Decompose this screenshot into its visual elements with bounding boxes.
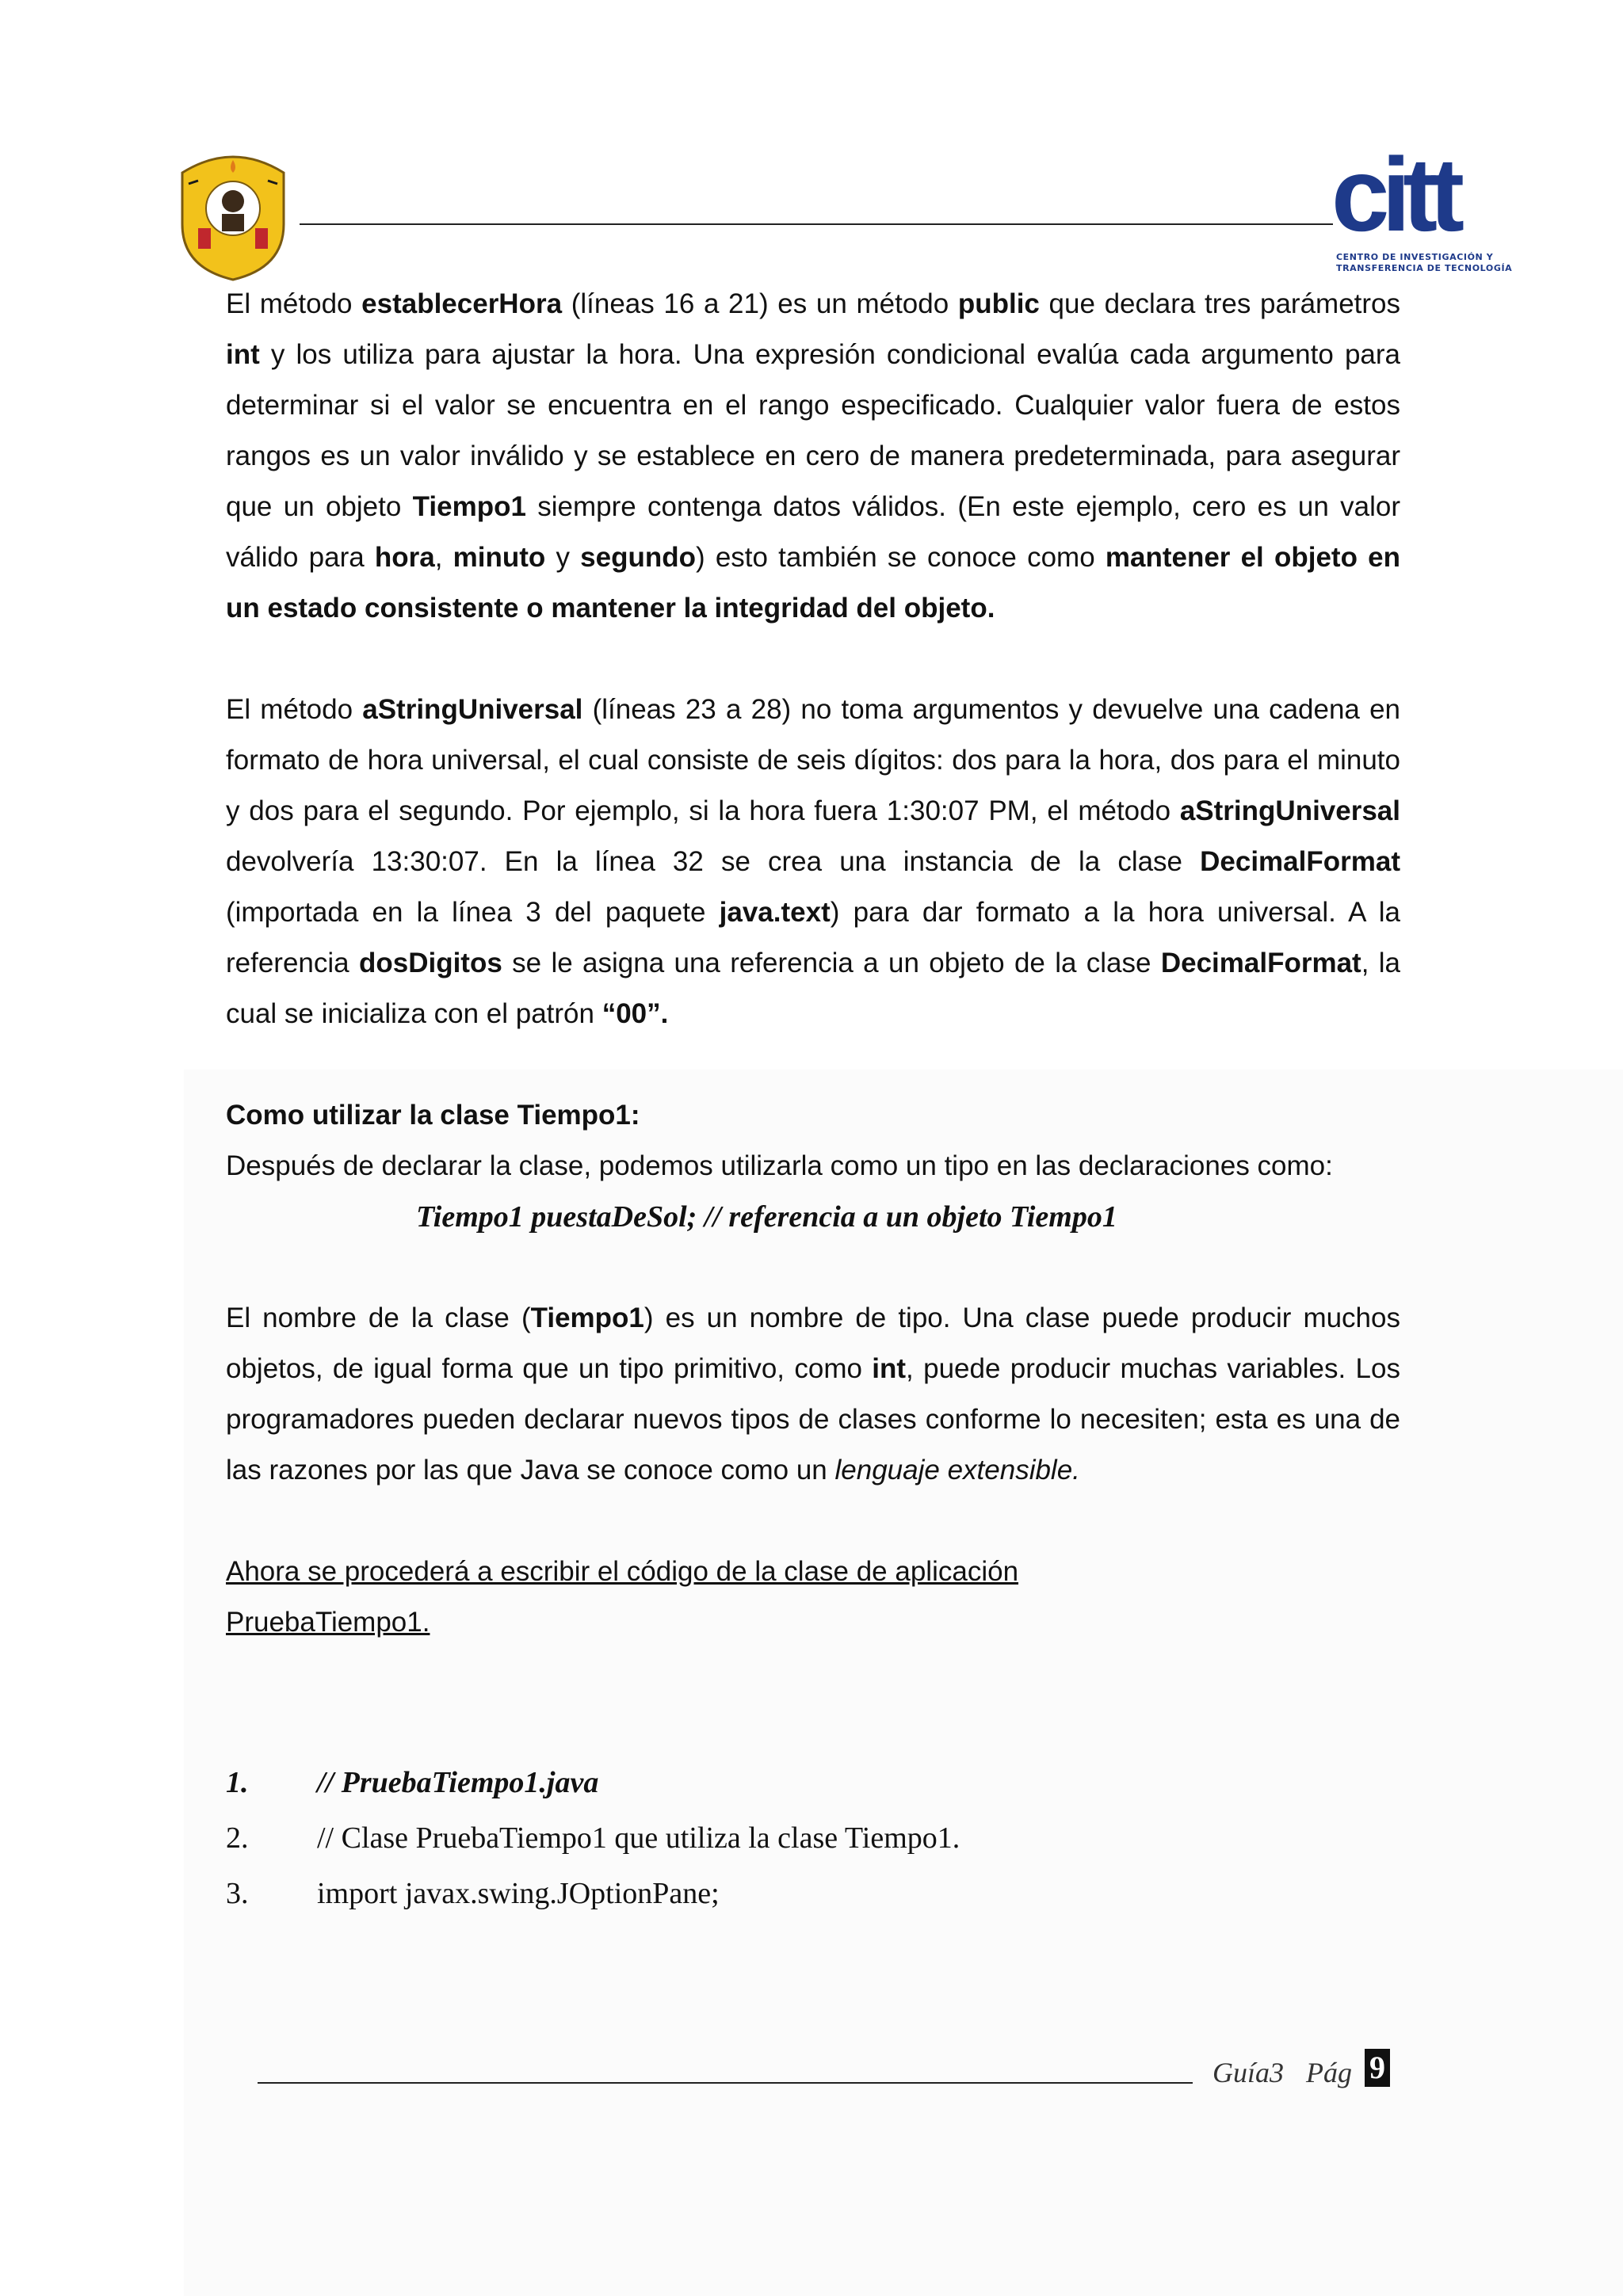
code-line-number: 3. (226, 1877, 249, 1910)
document-body (226, 279, 1400, 1648)
footer-page-number: 9 (1365, 2049, 1390, 2087)
footer-page-label: Pág (1306, 2057, 1352, 2088)
code-line-number: 2. (226, 1821, 249, 1855)
underlined-instruction-line1: Ahora se procederá a escribir el código de la clase de aplicación (226, 1556, 1019, 1587)
section-heading: Como utilizar la clase Tiempo1: (226, 1100, 640, 1131)
paragraph-establecer-hora: El método establecerHora (líneas 16 a 21) es un método public que declara tres parámetros int y los utiliza para ajustar la hora. Una expresión condicional evalúa cada argumento para determinar si el valor se encuentra en el rango especificado. Cualquier valor fuera de estos rangos es un valor inválido y se establece en cero de manera predeterminada, para asegurar que un objeto Tiempo1 siempre contenga datos válidos. (En este ejemplo, cero es un valor válido para hora, minuto y segundo) esto también se conoce como mantener el objeto en un estado consistente o mantener la integridad del objeto. (226, 288, 1401, 624)
footer-rule (258, 2082, 1193, 2084)
declaration-example: Tiempo1 puestaDeSol; // referencia a un objeto Tiempo1 (416, 1200, 1117, 1234)
code-line-text: // PruebaTiempo1.java (317, 1766, 599, 1799)
footer-guide-label: Guía3 (1212, 2057, 1284, 2088)
code-line-number: 1. (226, 1766, 249, 1799)
paragraph-nombre-clase: El nombre de la clase (Tiempo1) es un nombre de tipo. Una clase puede producir muchos objetos, de igual forma que un tipo primitivo, como int, puede producir muchas variables. Los programadores pueden declarar nuevos tipos de clases conforme lo necesiten; esta es una de las razones por las que Java se conoce como un lenguaje extensible. (226, 1302, 1400, 1486)
citt-logo (1331, 136, 1513, 279)
paragraph-declarar-clase: Después de declarar la clase, podemos utilizarla como un tipo en las declaraciones como: (226, 1150, 1333, 1181)
citt-logo-subtitle: CENTRO DE INVESTIGACIÓN Y TRANSFERENCIA DE TECNOLOGÍA (1336, 252, 1513, 273)
code-line-text: import javax.swing.JOptionPane; (317, 1877, 720, 1910)
udb-shield-icon (174, 149, 292, 282)
udb-logo (174, 149, 292, 282)
header-rule (300, 223, 1333, 225)
paragraph-astring-universal: El método aStringUniversal (líneas 23 a 28) no toma argumentos y devuelve una cadena en formato de hora universal, el cual consiste de seis dígitos: dos para la hora, dos para el minuto y dos para el segundo. Por ejemplo, si la hora fuera 1:30:07 PM, el método aStringUniversal devolvería 13:30:07. En la línea 32 se crea una instancia de la clase DecimalFormat (importada en la línea 3 del paquete java.text) para dar formato a la hora universal. A la referencia dosDigitos se le asigna una referencia a un objeto de la clase DecimalFormat, la cual se inicializa con el patrón “00”. (226, 694, 1401, 1029)
code-line-text: // Clase PruebaTiempo1 que utiliza la clase Tiempo1. (317, 1821, 960, 1855)
underlined-instruction-line2: PruebaTiempo1. (226, 1607, 430, 1638)
citt-logo-word: citt (1331, 136, 1457, 253)
